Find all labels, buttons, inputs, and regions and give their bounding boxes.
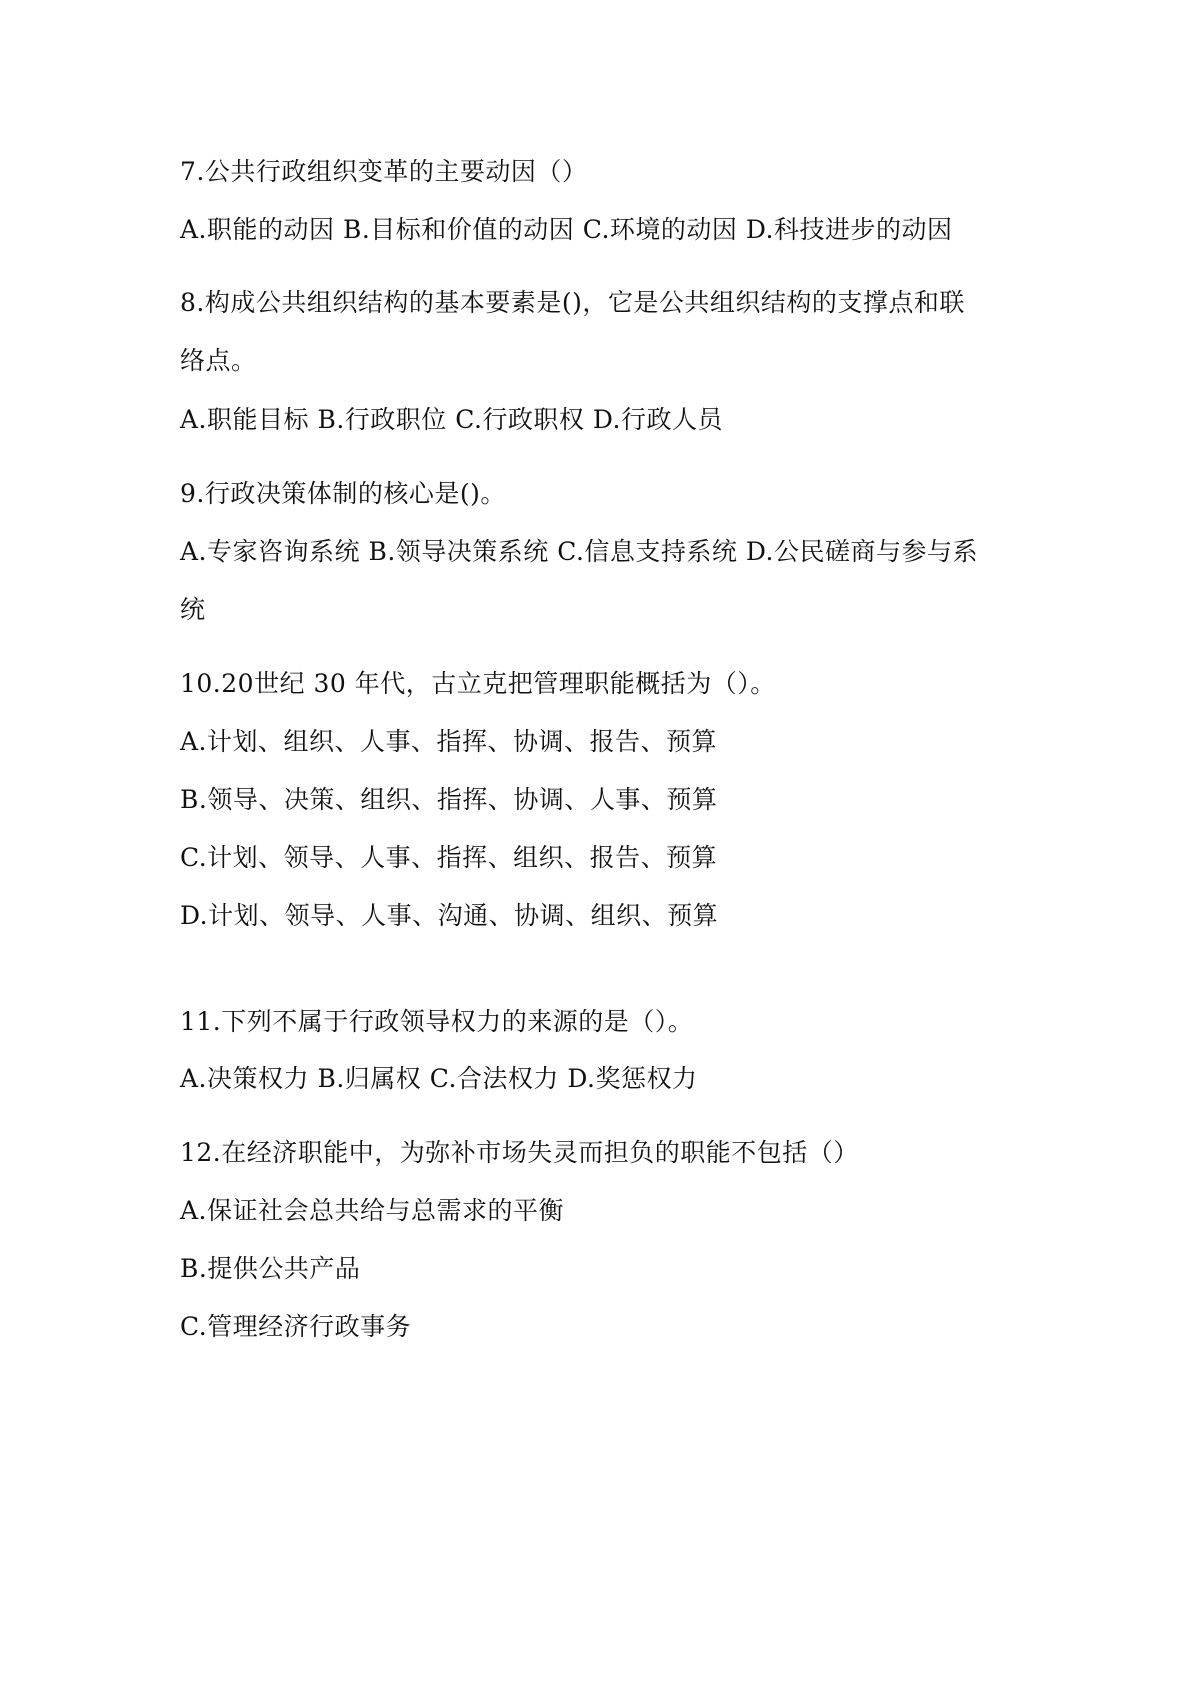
question-8-options: A.职能目标 B.行政职位 C.行政职权 D.行政人员 — [180, 405, 723, 434]
question-10-stem: 10.20世纪 30 年代，古立克把管理职能概括为（）。 — [180, 669, 776, 698]
question-12-option-b: B.提供公共产品 — [180, 1254, 361, 1283]
question-9-stem: 9.行政决策体制的核心是()。 — [180, 479, 506, 508]
question-12-option-c: C.管理经济行政事务 — [180, 1312, 412, 1341]
question-11-options: A.决策权力 B.归属权 C.合法权力 D.奖惩权力 — [180, 1064, 698, 1093]
question-12-option-a: A.保证社会总共给与总需求的平衡 — [180, 1196, 565, 1225]
question-11-stem: 11.下列不属于行政领导权力的来源的是（）。 — [180, 1007, 694, 1036]
question-10-option-d: D.计划、领导、人事、沟通、协调、组织、预算 — [180, 901, 719, 930]
question-7-stem: 7.公共行政组织变革的主要动因（） — [180, 157, 588, 186]
question-8-stem-line-2: 络点。 — [180, 346, 257, 375]
question-12-stem: 12.在经济职能中，为弥补市场失灵而担负的职能不包括（） — [180, 1138, 859, 1167]
question-9-options-line-2: 统 — [180, 595, 206, 624]
question-10-option-b: B.领导、决策、组织、指挥、协调、人事、预算 — [180, 785, 718, 814]
question-7-options: A.职能的动因 B.目标和价值的动因 C.环境的动因 D.科技进步的动因 — [180, 215, 953, 244]
question-10-option-c: C.计划、领导、人事、指挥、组织、报告、预算 — [180, 843, 718, 872]
question-9-options-line-1: A.专家咨询系统 B.领导决策系统 C.信息支持系统 D.公民磋商与参与系 — [180, 537, 978, 566]
question-10-option-a: A.计划、组织、人事、指挥、协调、报告、预算 — [180, 727, 718, 756]
question-8-stem-line-1: 8.构成公共组织结构的基本要素是()，它是公共组织结构的支撑点和联 — [180, 288, 965, 317]
